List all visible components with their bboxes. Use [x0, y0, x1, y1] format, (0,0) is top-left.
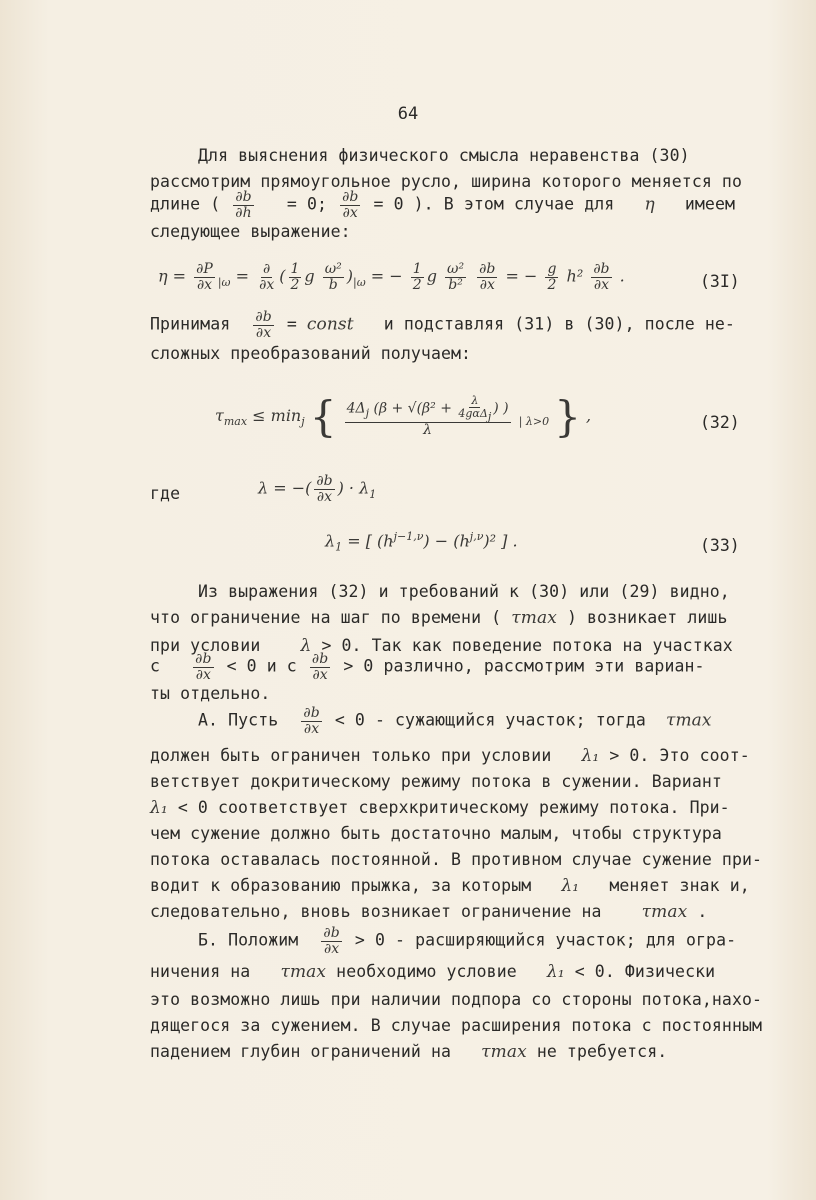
text-line: сложных преобразований получаем: — [150, 344, 472, 363]
text-line: потока оставалась постоянной. В противном случае сужение при- — [150, 850, 763, 869]
text-fragment: < 0 и с — [226, 656, 297, 676]
fraction-db-dx — [193, 652, 213, 682]
text-line: ветствует докритическому режиму потока в сужении. Вариант — [150, 772, 722, 791]
text-fragment: > 0 - расширяющийся участок; для огра- — [354, 930, 737, 950]
text-fragment: меняет знак и, — [609, 876, 750, 895]
fraction-denominator: ∂x — [195, 666, 212, 683]
symbol-lambda: λ — [300, 636, 312, 656]
equation-31: η = $\frac{\partial P}{\partial x}$ $_{|\omega}$ = $\frac{\partial}{\partial x}$ ( $\frac{1}{2}$ g $\frac{\text{ω²}}{b}$ )$_{|\omega}$ = − $\frac{1}{2}$ g $\frac{\text{ω²}}{\text{b²}}$ $\frac{\partial b}{\partial x}$ = − $\frac{g}{2}$ h² $\frac{\partial b}{\partial x}$ . — [158, 261, 625, 293]
text-line: следующее выражение: — [150, 222, 351, 241]
fraction-denominator: ∂x — [255, 324, 272, 341]
symbol-lambda-1: λ₁ — [546, 962, 565, 982]
text-line: дящегося за сужением. В случае расширения потока с постоянным — [150, 1016, 763, 1035]
text-line — [150, 310, 735, 340]
symbol-tau-max: τmax — [511, 608, 557, 628]
text-fragment: < 0. Физически — [574, 962, 716, 981]
text-fragment: должен быть ограничен только при условии — [150, 746, 552, 765]
text-fragment: = 0; — [286, 194, 328, 214]
fraction-numerator: ∂b — [255, 309, 272, 325]
fraction-denominator: ∂x — [312, 666, 328, 683]
text-fragment: Б. Положим — [198, 930, 299, 950]
fraction-db-dx — [301, 706, 321, 736]
text-fragment: < 0 - сужающийся участок; тогда — [334, 710, 646, 730]
symbol-tau-max: τmax — [641, 902, 688, 922]
fraction-numerator: ∂b — [303, 705, 320, 721]
text-line — [150, 608, 727, 628]
equation-32: $\tau_{max} \le \min_j$ { $4\Delta_j$ (β + √(β² + $\frac{\lambda}{\text{4gαΔj}}$ ) ) λ $_{| \lambda>0}$ } , — [215, 392, 592, 441]
page-number: 64 — [397, 104, 419, 124]
text-fragment: водит к образованию прыжка, за которым — [150, 876, 532, 895]
text-line — [150, 1042, 667, 1062]
text-line: где — [150, 484, 181, 503]
text-fragment: с — [150, 656, 161, 676]
fraction-denominator: ∂x — [323, 940, 340, 957]
text-fragment: > 0. Так как поведение потока на участках — [321, 636, 733, 655]
text-fragment: имеем — [684, 194, 736, 214]
text-fragment: > 0 различно, рассмотрим эти вариан- — [343, 656, 705, 676]
text-fragment: А. Пусть — [198, 710, 279, 730]
text-fragment: < 0 соответствует сверхкритическому режиму потока. При- — [177, 798, 730, 817]
text-line: Из выражения (32) и требований к (30) или (29) видно, — [198, 582, 730, 601]
text-line — [150, 652, 705, 682]
symbol-lambda-1: λ₁ — [581, 746, 600, 766]
text-line — [150, 190, 735, 220]
text-fragment: следовательно, вновь возникает ограничение на — [150, 902, 602, 921]
fraction-db-dx — [340, 190, 360, 220]
text-line — [198, 926, 736, 956]
text-line — [150, 876, 750, 896]
text-fragment: = 0 ). В этом случае для — [373, 194, 615, 214]
text-fragment: = — [286, 314, 297, 334]
text-line — [198, 706, 712, 736]
equation-number: (33) — [700, 536, 740, 555]
fraction-db-dx — [310, 652, 330, 682]
text-fragment: необходимо условие — [336, 962, 517, 981]
text-line: ты отдельно. — [150, 684, 271, 703]
symbol-tau-max: τmax — [280, 962, 327, 982]
symbol-eta: η — [644, 194, 655, 215]
text-line: чем сужение должно быть достаточно малым, чтобы структура — [150, 824, 722, 843]
text-fragment: длине ( — [150, 194, 221, 214]
text-line: это возможно лишь при наличии подпора со стороны потока,нахо- — [150, 990, 763, 1009]
text-fragment: что ограничение на шаг по времени ( — [150, 608, 502, 627]
text-line — [150, 798, 730, 818]
symbol-lambda-1: λ₁ — [561, 876, 580, 896]
text-fragment: > 0. Это соот- — [609, 746, 750, 765]
fraction-db-dh — [233, 190, 253, 220]
text-line: Для выяснения физического смысла неравенства (30) — [198, 146, 690, 165]
text-fragment: не требуется. — [536, 1042, 668, 1061]
text-fragment: ) возникает лишь — [566, 608, 728, 627]
fraction-numerator: ∂b — [323, 925, 340, 941]
equation-number: (3I) — [700, 272, 740, 291]
text-fragment: падением глубин ограничений на — [150, 1042, 452, 1061]
equation-lambda: λ = −( $\frac{\partial b}{\partial x}$ ) · $\lambda_1$ — [258, 473, 377, 505]
fraction-numerator: ∂b — [342, 189, 359, 205]
symbol-tau-max: τmax — [481, 1042, 527, 1062]
const-symbol: const — [306, 314, 354, 335]
text-line: рассмотрим прямоугольное русло, ширина которого меняется по — [150, 172, 742, 191]
fraction-numerator: ∂b — [311, 651, 329, 667]
symbol-tau-max: τmax — [665, 710, 712, 731]
fraction-numerator: ∂b — [195, 651, 212, 667]
equation-33: $\lambda_1$ = [ $(h^{j-1,\nu}) - (h^{j,\nu})^2$ ] . — [325, 530, 518, 554]
fraction-denominator: ∂h — [235, 204, 252, 221]
symbol-lambda-1: λ₁ — [150, 798, 168, 818]
equation-number: (32) — [700, 413, 740, 432]
fraction-numerator: ∂b — [235, 189, 252, 205]
text-fragment: Принимая — [150, 314, 231, 334]
text-line: следовательно, вновь возникает ограничение на τmax . — [150, 902, 708, 922]
text-fragment: и подставляя (31) в (30), после не- — [383, 314, 735, 334]
fraction-db-dx — [253, 310, 273, 340]
fraction-denominator: ∂x — [303, 720, 320, 737]
text-line — [150, 962, 715, 982]
fraction-db-dx — [321, 926, 341, 956]
text-line — [150, 746, 750, 766]
fraction-denominator: ∂x — [342, 204, 358, 221]
text-fragment: при условии — [150, 636, 261, 655]
text-fragment: ничения на — [150, 962, 251, 981]
